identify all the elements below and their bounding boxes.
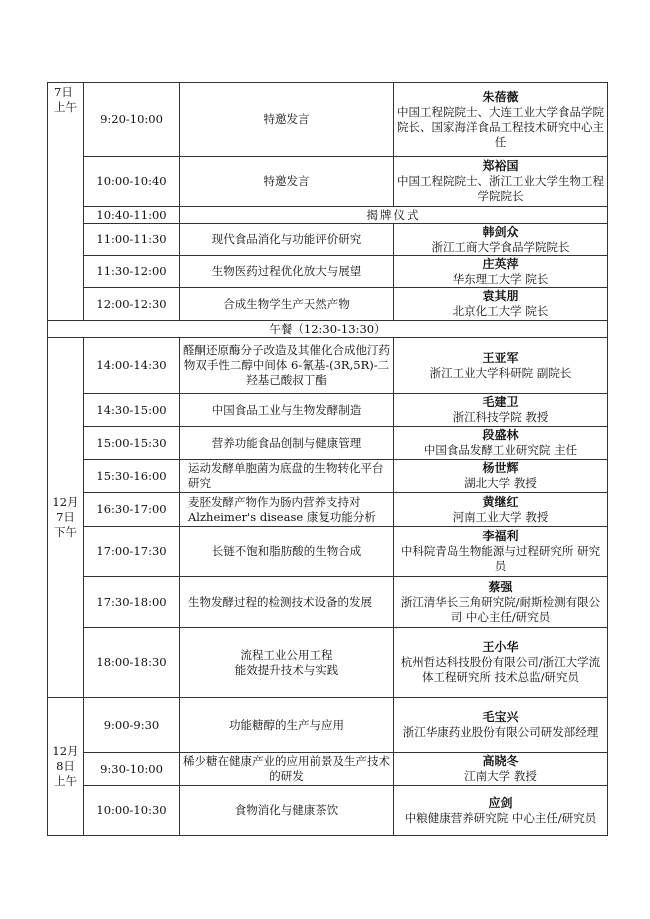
- speaker-affiliation: 湖北大学 教授: [464, 476, 537, 490]
- speaker-name: 袁其朋: [482, 289, 519, 303]
- speaker-cell: [394, 698, 608, 753]
- time-cell: 9:20-10:00: [84, 83, 180, 157]
- topic-cell: 特邀发言: [180, 83, 394, 157]
- topic-cell: 醛酮还原酶分子改造及其催化合成他汀药物双手性二醇中间体 6-氰基-(3R,5R)-二羟基己酸叔丁酯: [180, 338, 394, 394]
- speaker-cell: [394, 493, 608, 527]
- table-row: [48, 207, 608, 224]
- speaker-name: 毛宝兴: [482, 710, 519, 724]
- table-row: [48, 288, 608, 321]
- speaker-affiliation: 杭州哲达科技股份有限公司/浙江大学流体工程研究所 技术总监/研究员: [400, 655, 601, 684]
- speaker-name: 郑裕国: [482, 159, 519, 173]
- topic-cell: 长链不饱和脂肪酸的生物合成: [180, 527, 394, 577]
- speaker-cell: [394, 256, 608, 288]
- speaker-cell: [394, 753, 608, 786]
- speaker-name: 朱蓓薇: [482, 89, 519, 104]
- table-row: [48, 83, 608, 157]
- time-cell: 10:00-10:30: [84, 786, 180, 836]
- time-cell: 17:00-17:30: [84, 527, 180, 577]
- speaker-name: 王小华: [482, 640, 519, 654]
- speaker-name: 毛建卫: [482, 395, 519, 409]
- speaker-affiliation: 中国工程院院士、浙江工业大学生物工程学院院长: [397, 174, 604, 203]
- topic-cell: 合成生物学生产天然产物: [180, 288, 394, 321]
- table-row: [48, 256, 608, 288]
- time-cell: 10:40-11:00: [84, 207, 180, 224]
- speaker-cell: [394, 288, 608, 321]
- table-row: [48, 321, 608, 338]
- speaker-affiliation: 浙江工业大学科研院 副院长: [429, 365, 572, 380]
- speaker-cell: [394, 394, 608, 427]
- table-row: [48, 786, 608, 836]
- speaker-cell: [394, 157, 608, 207]
- speaker-affiliation: 河南工业大学 教授: [452, 509, 549, 524]
- speaker-affiliation: 浙江华康药业股份有限公司研发部经理: [402, 725, 599, 739]
- table-row: [48, 157, 608, 207]
- table-row: [48, 527, 608, 577]
- topic-cell: [180, 628, 394, 698]
- day-cell-8-am: [48, 698, 84, 836]
- speaker-affiliation: 华东理工大学 院长: [452, 271, 549, 286]
- time-cell: 11:30-12:00: [84, 256, 180, 288]
- time-cell: 16:30-17:00: [84, 493, 180, 527]
- topic-cell: 食物消化与健康茶饮: [180, 786, 394, 836]
- table-row: [48, 224, 608, 256]
- day-label: 12月 8日 上午: [52, 744, 79, 788]
- topic-cell: 生物发酵过程的检测技术设备的发展: [180, 577, 394, 628]
- speaker-cell: [394, 338, 608, 394]
- time-cell: 17:30-18:00: [84, 577, 180, 628]
- day-label: 7日 上午: [54, 85, 77, 114]
- ceremony-cell: 揭牌仪式: [180, 207, 608, 224]
- speaker-cell: [394, 427, 608, 460]
- speaker-cell: [394, 83, 608, 157]
- table-row: [48, 628, 608, 698]
- time-cell: 14:30-15:00: [84, 394, 180, 427]
- speaker-affiliation: 中国工程院院士、大连工业大学食品学院院长、国家海洋食品工程技术研究中心主任: [397, 104, 604, 149]
- topic-cell: 稀少糖在健康产业的应用前景及生产技术的研发: [180, 753, 394, 786]
- speaker-cell: [394, 786, 608, 836]
- speaker-name: 庄英萍: [482, 256, 519, 271]
- speaker-cell: [394, 527, 608, 577]
- time-cell: 15:30-16:00: [84, 460, 180, 493]
- speaker-name: 黄继红: [482, 494, 519, 509]
- topic-cell: 中国食品工业与生物发酵制造: [180, 394, 394, 427]
- time-cell: 9:30-10:00: [84, 753, 180, 786]
- topic-cell: 生物医药过程优化放大与展望: [180, 256, 394, 288]
- schedule-table: [47, 82, 608, 836]
- speaker-cell: [394, 628, 608, 698]
- speaker-affiliation: 北京化工大学 院长: [452, 304, 549, 318]
- speaker-affiliation: 中国食品发酵工业研究院 主任: [423, 443, 578, 457]
- speaker-name: 段盛林: [482, 428, 519, 442]
- day-label: 12月 7日 下午: [52, 495, 79, 539]
- table-row: [48, 460, 608, 493]
- lunch-break: 午餐（12:30-13:30）: [48, 321, 608, 338]
- table-row: [48, 427, 608, 460]
- speaker-cell: [394, 224, 608, 256]
- speaker-affiliation: 浙江工商大学食品学院院长: [431, 239, 570, 254]
- table-row: [48, 577, 608, 628]
- topic-cell: 特邀发言: [180, 157, 394, 207]
- time-cell: 15:00-15:30: [84, 427, 180, 460]
- topic-cell: 现代食品消化与功能评价研究: [180, 224, 394, 256]
- speaker-name: 李福利: [482, 529, 519, 543]
- time-cell: 14:00-14:30: [84, 338, 180, 394]
- speaker-name: 王亚军: [482, 350, 519, 365]
- speaker-cell: [394, 460, 608, 493]
- topic-cell: 麦胚发酵产物作为肠内营养支持对 Alzheimer's disease 康复功能分析: [180, 493, 394, 527]
- day-cell-7-am: [48, 83, 84, 321]
- speaker-affiliation: 浙江清华长三角研究院/耐斯检测有限公司 中心主任/研究员: [400, 594, 601, 624]
- table-row: [48, 753, 608, 786]
- time-cell: 18:00-18:30: [84, 628, 180, 698]
- topic-cell: 功能糖醇的生产与应用: [180, 698, 394, 753]
- speaker-name: 杨世辉: [482, 461, 519, 475]
- table-row: [48, 493, 608, 527]
- time-cell: 11:00-11:30: [84, 224, 180, 256]
- day-cell-7-pm: [48, 338, 84, 698]
- speaker-affiliation: 中科院青岛生物能源与过程研究所 研究员: [400, 544, 601, 573]
- table-row: [48, 394, 608, 427]
- time-cell: 9:00-9:30: [84, 698, 180, 753]
- speaker-affiliation: 浙江科技学院 教授: [452, 410, 549, 424]
- speaker-name: 高晓冬: [482, 754, 519, 768]
- speaker-affiliation: 江南大学 教授: [464, 769, 537, 783]
- speaker-name: 韩剑众: [482, 224, 519, 239]
- time-cell: 12:00-12:30: [84, 288, 180, 321]
- time-cell: 10:00-10:40: [84, 157, 180, 207]
- speaker-cell: [394, 577, 608, 628]
- speaker-affiliation: 中粮健康营养研究院 中心主任/研究员: [404, 810, 597, 825]
- table-row: [48, 338, 608, 394]
- topic-cell: 营养功能食品创制与健康管理: [180, 427, 394, 460]
- topic-cell: 运动发酵单胞菌为底盘的生物转化平台研究: [180, 460, 394, 493]
- speaker-name: 应剑: [488, 795, 513, 810]
- table-row: [48, 698, 608, 753]
- topic-text: 流程工业公用工程 能效提升技术与实践: [234, 647, 339, 677]
- speaker-name: 蔡强: [488, 579, 513, 594]
